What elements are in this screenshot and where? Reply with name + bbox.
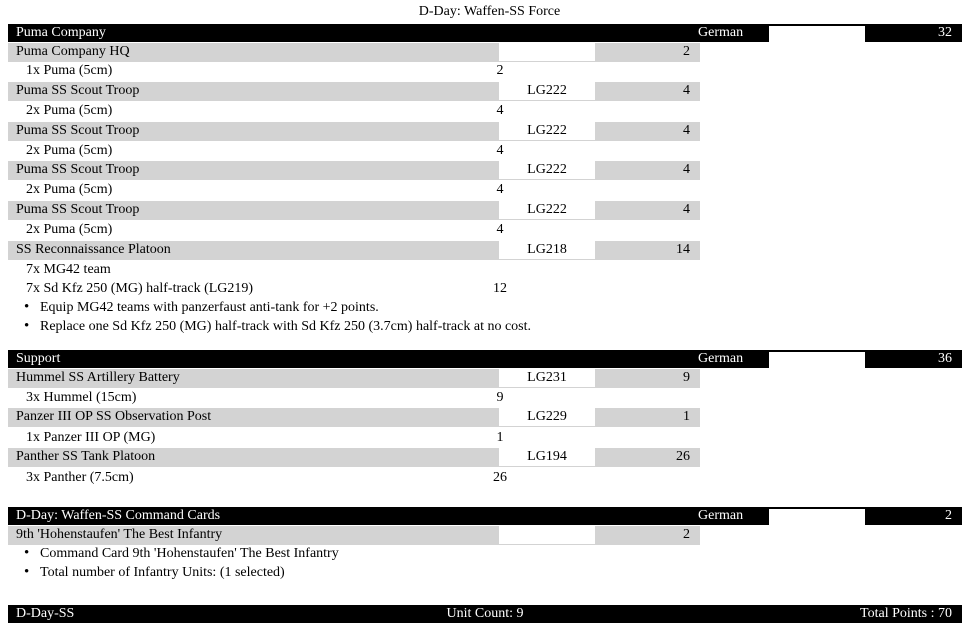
unit-detail: 2x Puma (5cm) bbox=[26, 222, 113, 237]
unit-detail-count: 12 bbox=[493, 281, 507, 296]
unit-detail: 7x Sd Kfz 250 (MG) half-track (LG219) bbox=[26, 281, 254, 296]
unit-code bbox=[499, 43, 595, 61]
card-detail-text: Total number of Infantry Units: (1 selected) bbox=[40, 565, 285, 580]
unit-points: 4 bbox=[683, 162, 690, 177]
section-header-support bbox=[8, 350, 962, 368]
unit-code: LG231 bbox=[499, 369, 595, 387]
unit-code: LG229 bbox=[499, 408, 595, 426]
unit-detail-count: 9 bbox=[496, 390, 504, 405]
unit-name: Panzer III OP SS Observation Post bbox=[16, 409, 212, 424]
unit-code: LG222 bbox=[499, 82, 595, 100]
upgrade-option-text: Replace one Sd Kfz 250 (MG) half-track with Sd Kfz 250 (3.7cm) half-track at no cost. bbox=[40, 319, 532, 334]
unit-row bbox=[8, 82, 700, 101]
unit-row bbox=[8, 241, 700, 260]
unit-row bbox=[8, 526, 700, 545]
footer-unit-count: Unit Count: 9 bbox=[446, 606, 524, 621]
footer-total-points: Total Points : 70 bbox=[860, 606, 952, 621]
unit-name: Hummel SS Artillery Battery bbox=[16, 370, 180, 385]
upgrade-option-text: Equip MG42 teams with panzerfaust anti-tank for +2 points. bbox=[40, 300, 379, 315]
unit-detail-count: 4 bbox=[496, 222, 504, 237]
unit-points: 4 bbox=[683, 202, 690, 217]
header-blank-cell bbox=[769, 26, 865, 42]
unit-row bbox=[8, 43, 700, 62]
unit-points: 4 bbox=[683, 83, 690, 98]
section-name: Support bbox=[16, 351, 61, 366]
unit-row bbox=[8, 201, 700, 220]
unit-points: 14 bbox=[676, 242, 690, 257]
upgrade-option bbox=[26, 300, 379, 316]
card-detail bbox=[26, 546, 339, 562]
unit-detail: 3x Hummel (15cm) bbox=[26, 390, 137, 405]
section-header-puma-company bbox=[8, 24, 962, 42]
unit-row bbox=[8, 161, 700, 180]
unit-row bbox=[8, 408, 700, 427]
unit-detail: 2x Puma (5cm) bbox=[26, 103, 113, 118]
unit-name: SS Reconnaissance Platoon bbox=[16, 242, 171, 257]
unit-code bbox=[499, 526, 595, 544]
upgrade-option bbox=[26, 319, 531, 335]
unit-detail-count: 26 bbox=[493, 470, 507, 485]
unit-code: LG222 bbox=[499, 161, 595, 179]
card-detail bbox=[26, 565, 285, 581]
page-title: D-Day: Waffen-SS Force bbox=[418, 4, 561, 19]
unit-name: Puma SS Scout Troop bbox=[16, 162, 140, 177]
unit-detail-count: 4 bbox=[496, 103, 504, 118]
unit-code: LG218 bbox=[499, 241, 595, 259]
unit-points: 4 bbox=[683, 123, 690, 138]
unit-name: Puma SS Scout Troop bbox=[16, 83, 140, 98]
section-nation: German bbox=[698, 25, 744, 40]
unit-detail: 7x MG42 team bbox=[26, 262, 111, 277]
unit-detail: 1x Puma (5cm) bbox=[26, 63, 113, 78]
unit-detail: 2x Puma (5cm) bbox=[26, 143, 113, 158]
unit-points: 2 bbox=[683, 44, 690, 59]
section-nation: German bbox=[698, 351, 744, 366]
unit-points: 9 bbox=[683, 370, 690, 385]
unit-detail: 3x Panther (7.5cm) bbox=[26, 470, 134, 485]
unit-points: 1 bbox=[683, 409, 690, 424]
unit-detail-count: 1 bbox=[496, 430, 504, 445]
unit-name: 9th 'Hohenstaufen' The Best Infantry bbox=[16, 527, 223, 542]
unit-name: Puma SS Scout Troop bbox=[16, 123, 140, 138]
card-detail-text: Command Card 9th 'Hohenstaufen' The Best Infantry bbox=[40, 546, 339, 561]
header-blank-cell bbox=[769, 509, 865, 525]
footer-army-name: D-Day-SS bbox=[16, 606, 75, 621]
unit-points: 2 bbox=[683, 527, 690, 542]
unit-detail-count: 4 bbox=[496, 182, 504, 197]
unit-detail-count: 4 bbox=[496, 143, 504, 158]
section-name: D-Day: Waffen-SS Command Cards bbox=[16, 508, 221, 523]
section-nation: German bbox=[698, 508, 744, 523]
unit-points: 26 bbox=[676, 449, 690, 464]
unit-row bbox=[8, 122, 700, 141]
section-header-command-cards bbox=[8, 507, 962, 525]
unit-row bbox=[8, 369, 700, 388]
footer-bar bbox=[8, 605, 962, 623]
unit-name: Puma Company HQ bbox=[16, 44, 130, 59]
section-name: Puma Company bbox=[16, 25, 106, 40]
unit-name: Puma SS Scout Troop bbox=[16, 202, 140, 217]
section-points: 32 bbox=[938, 25, 952, 40]
unit-detail-count: 2 bbox=[496, 63, 504, 78]
unit-code: LG222 bbox=[499, 122, 595, 140]
header-blank-cell bbox=[769, 352, 865, 368]
unit-row bbox=[8, 448, 700, 467]
unit-code: LG222 bbox=[499, 201, 595, 219]
unit-name: Panther SS Tank Platoon bbox=[16, 449, 156, 464]
unit-code: LG194 bbox=[499, 448, 595, 466]
unit-detail: 2x Puma (5cm) bbox=[26, 182, 113, 197]
unit-detail: 1x Panzer III OP (MG) bbox=[26, 430, 156, 445]
section-points: 36 bbox=[938, 351, 952, 366]
section-points: 2 bbox=[945, 508, 952, 523]
